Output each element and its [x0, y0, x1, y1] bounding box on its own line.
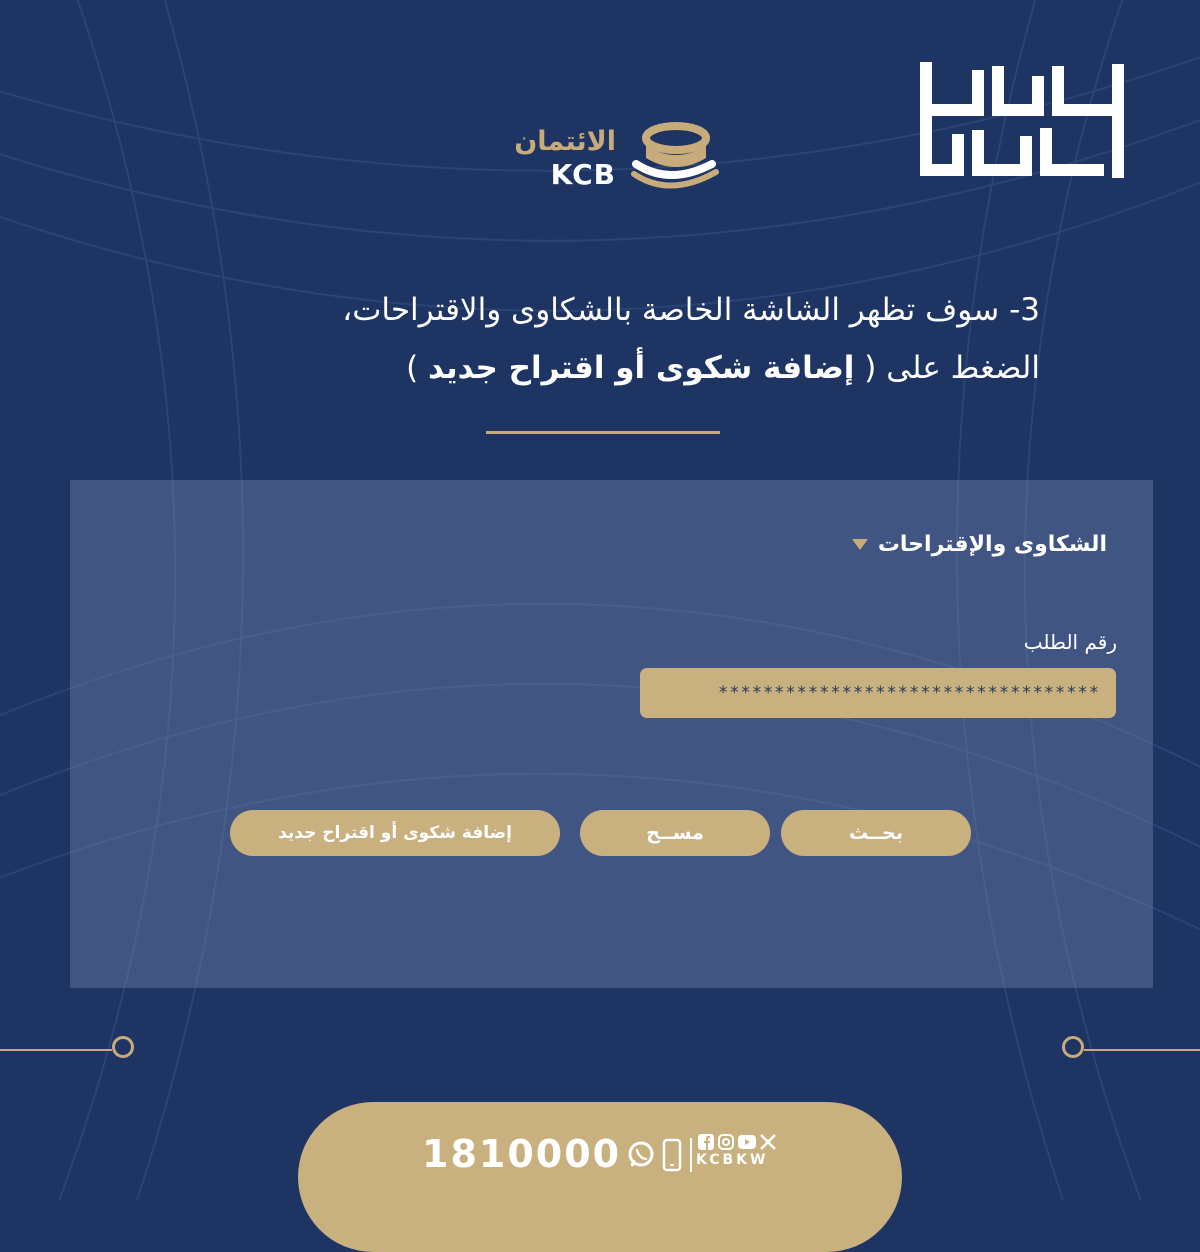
- panel-header[interactable]: [852, 532, 1107, 557]
- complaints-panel: [70, 480, 1153, 988]
- ornament-line-left: [0, 1049, 112, 1051]
- instruction-highlight: إضافة شكوى أو اقتراح جديد: [428, 350, 855, 386]
- phone-number: 1810000: [422, 1132, 622, 1176]
- separator: [690, 1138, 692, 1172]
- mobile-icon: [662, 1138, 682, 1172]
- ornament-line-right: [1084, 1049, 1200, 1051]
- clear-button[interactable]: مســح: [580, 810, 770, 856]
- request-number-input[interactable]: [640, 668, 1116, 718]
- instagram-icon: [718, 1134, 734, 1150]
- caret-down-icon: [852, 539, 868, 550]
- add-complaint-button[interactable]: إضافة شكوى أو اقتراح جديد: [230, 810, 560, 856]
- coins-icon: [624, 122, 720, 194]
- whatsapp-icon: [626, 1140, 656, 1170]
- campaign-logo: [918, 62, 1138, 180]
- panel-title: الشكاوى والإقتراحات: [877, 532, 1107, 557]
- search-button[interactable]: بحــث: [781, 810, 971, 856]
- x-icon: [760, 1134, 776, 1150]
- gold-divider: [486, 431, 720, 434]
- bank-name-ar: الائتمان: [514, 126, 616, 157]
- social-handle: KCBKW: [696, 1152, 769, 1168]
- youtube-icon: [738, 1134, 756, 1150]
- facebook-icon: [698, 1134, 714, 1150]
- kcb-logo: [480, 122, 720, 194]
- instruction-suffix: ): [406, 350, 419, 386]
- instruction-line-2: [120, 350, 1040, 386]
- ornament-ring-right: [1062, 1036, 1084, 1058]
- instruction-line-1: 3- سوف تظهر الشاشة الخاصة بالشكاوى والاقتراحات،: [342, 292, 1040, 328]
- instruction-prefix: الضغط على (: [864, 350, 1040, 386]
- request-number-label: رقم الطلب: [1023, 630, 1117, 654]
- footer-bar: [298, 1102, 902, 1252]
- ornament-ring-left: [112, 1036, 134, 1058]
- bank-name-en: KCB: [550, 158, 616, 191]
